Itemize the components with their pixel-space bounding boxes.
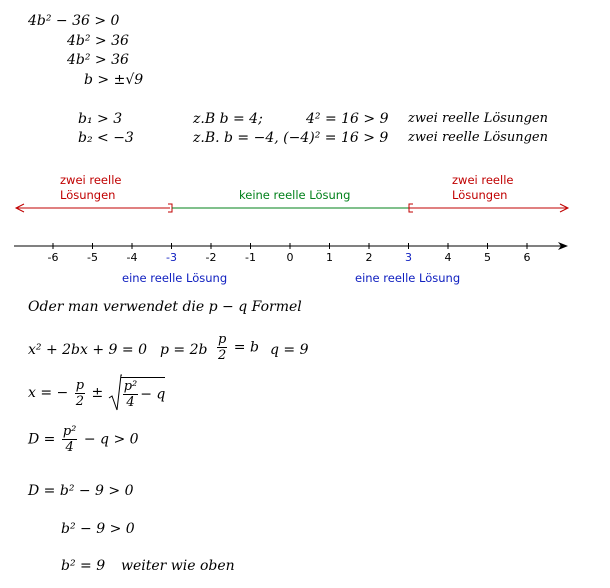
pq-intro: Oder man verwendet die p − q Formel	[28, 299, 302, 315]
p-half-rhs: = b	[233, 339, 259, 356]
disc-lhs: D =	[28, 431, 56, 448]
disc-numerator: p²	[62, 424, 77, 439]
middle-region-label: keine reelle Lösung	[239, 188, 351, 202]
right-region-label-1: zwei reelle	[452, 173, 514, 187]
formula-square-root	[108, 374, 166, 412]
formula-pm: ±	[91, 385, 104, 401]
disc-tail: − q > 0	[83, 431, 139, 448]
pq-final: b² = 9	[61, 558, 106, 574]
pq-discriminant-2: D = b² − 9 > 0	[28, 483, 134, 499]
root-numerator: p²	[123, 378, 138, 394]
tick-label: 0	[286, 251, 294, 264]
radical-sign	[108, 374, 122, 412]
p-half-numerator: p	[218, 332, 227, 347]
pq-discriminant-3: b² − 9 > 0	[61, 521, 135, 537]
case-1-condition: b₁ > 3	[78, 111, 123, 127]
case-1-example: z.B b = 4;	[193, 111, 263, 127]
tick-label: -1	[245, 251, 256, 264]
root-tail: − q	[140, 386, 166, 402]
pq-q-definition: q = 9	[270, 342, 309, 358]
formula-lhs: x = −	[28, 385, 69, 401]
p-half-denominator: 2	[218, 348, 227, 363]
pq-equation: x² + 2bx + 9 = 0	[28, 342, 147, 358]
pq-discriminant	[28, 424, 139, 455]
tick-label: 4	[444, 251, 452, 264]
derivation-line-4: b > ±√9	[84, 72, 144, 88]
derivation-line-1: 4b² − 36 > 0	[28, 13, 120, 29]
tick-label: 6	[523, 251, 531, 264]
tick-label: -4	[126, 251, 138, 264]
number-line-diagram	[0, 0, 610, 270]
pq-final-note: weiter wie oben	[121, 558, 235, 574]
right-region-label-2: Lösungen	[452, 188, 508, 202]
pq-p-half	[215, 332, 259, 363]
disc-denominator: 4	[65, 440, 74, 455]
left-boundary-note: eine reelle Lösung	[122, 271, 228, 285]
tick-label: 5	[484, 251, 491, 264]
case-1-check: 4² = 16 > 9	[306, 111, 389, 127]
left-region-label-1: zwei reelle	[60, 173, 122, 187]
case-2-condition: b₂ < −3	[78, 130, 134, 146]
root-denominator: 4	[126, 394, 135, 410]
tick-label: 2	[365, 251, 373, 264]
formula-frac-denominator: 2	[75, 393, 85, 409]
tick-label: -3	[166, 251, 177, 264]
case-2-result: zwei reelle Lösungen	[408, 130, 548, 145]
tick-label: -5	[87, 251, 98, 264]
derivation-line-2: 4b² > 36	[67, 33, 129, 49]
case-2-example: z.B. b = −4, (−4)² = 16 > 9	[193, 130, 389, 146]
case-1-result: zwei reelle Lösungen	[408, 111, 548, 126]
right-boundary-note: eine reelle Lösung	[355, 271, 461, 285]
tick-label: 1	[326, 251, 333, 264]
tick-label: -6	[47, 251, 59, 264]
derivation-line-3: 4b² > 36	[67, 52, 129, 68]
pq-p-definition: p = 2b	[160, 342, 208, 358]
tick-label: 3	[405, 251, 412, 264]
formula-frac-numerator: p	[75, 377, 85, 393]
pq-formula	[28, 374, 165, 412]
tick-label: -2	[205, 251, 217, 264]
left-region-label-2: Lösungen	[60, 188, 116, 202]
